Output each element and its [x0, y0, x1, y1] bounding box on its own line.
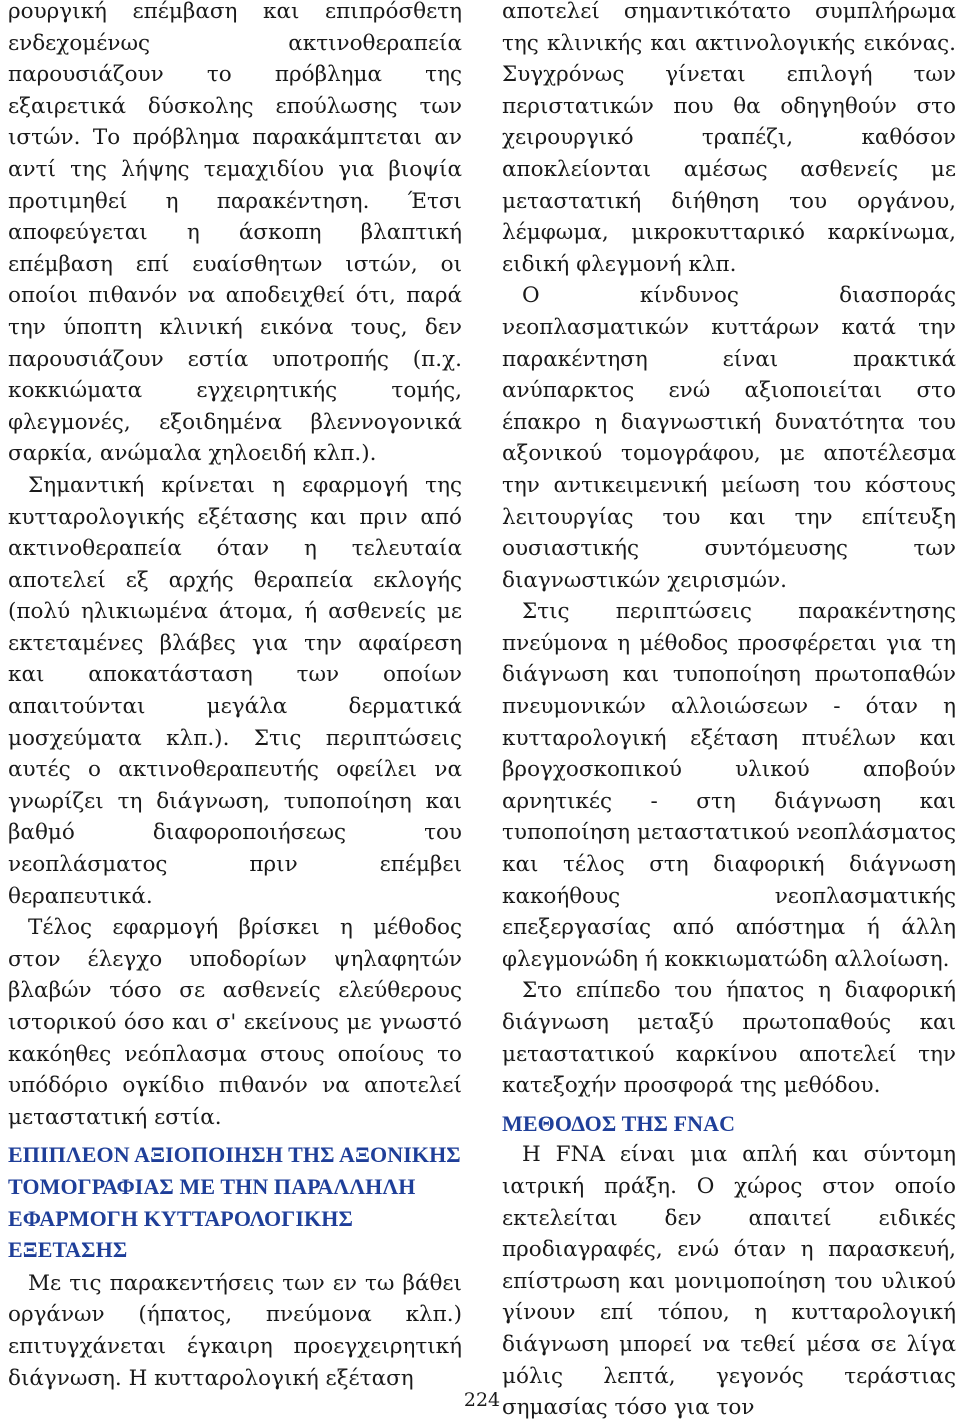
section-heading-fnac: ΜΕΘΟΔΟΣ ΤΗΣ FNAC — [502, 1110, 736, 1136]
left-column — [8, 0, 462, 1394]
right-paragraph-3: Στις περιπτώσεις παρακέντησης πνεύμονα η μέθοδος προσφέρεται για τη διάγνωση και τυποποίηση πρωτοπαθών πνευμονικών αλλοιώσεων - όταν η κυτταρολογική εξέταση πτυέλων και βρογχοσκοπικού υλικού αποβούν αρνητικές - στη διάγνωση και τυποποίηση μεταστατικού νεοπλάσματος και τέλος στη διαφορική διάγνωση κακοήθους νεοπλασματικής επεξεργασίας από απόστημα ή άλλη φλεγμονώδη ή κοκκιωματώδη αλλοίωση. — [502, 599, 956, 972]
right-paragraph-4: Στο επίπεδο του ήπατος η διαφορική διάγνωση μεταξύ πρωτοπαθούς και μεταστατικού καρκίνου αποτελεί την κατεξοχήν προσφορά της μεθόδου. — [502, 978, 956, 1099]
left-paragraph-3: Τέλος εφαρμογή βρίσκει η μέθοδος στον έλεγχο υποδορίων ψηλαφητών βλαβών τόσο σε ασθενείς ελεύθερους ιστορικού όσο και σ' εκείνους με γνωστό κακόηθες νεόπλασμα στους οποίους το υπόδόριο ογκίδιο πιθανόν να αποτελεί μεταστατική εστία. — [8, 915, 462, 1130]
left-paragraph-1: ρουργική επέμβαση και επιπρόσθετη ενδεχομένως ακτινοθεραπεία παρουσιάζουν το πρόβλημα της εξαιρετικά δύσκολης επούλωσης των ιστών. Το πρόβλημα παρακάμπτεται αν αντί της λήψης τεμαχιδίου για βιοψία προτιμηθεί η παρακέντηση. Έτσι αποφεύγεται η άσκοπη βλαπτική επέμβαση επί ευαίσθητων ιστών, οι οποίοι πιθανόν να αποδειχθεί ότι, παρά την ύποπτη κλινική εικόνα τους, δεν παρουσιάζουν εστία υποτροπής (π.χ. κοκκιώματα εγχειρητικής τομής, φλεγμονές, εξοιδημένα βλεννογονικά σαρκία, ανώμαλα χηλοειδή κλπ.). — [8, 0, 462, 467]
page-number: 224 — [463, 1389, 501, 1411]
left-paragraph-4: Με τις παρακεντήσεις των εν τω βάθει οργάνων (ήπατος, πνεύμονα κλπ.) επιτυγχάνεται έγκαιρη προεγχειρητική διάγνωση. Η κυτταρολογική εξέταση — [8, 1270, 462, 1391]
left-paragraph-2: Σημαντική κρίνεται η εφαρμογή της κυτταρολογικής εξέτασης και πριν από ακτινοθεραπεία όταν η τελευταία αποτελεί εξ αρχής θεραπεία εκλογής (πολύ ηλικιωμένα άτομα, ή ασθενείς με εκτεταμένες βλάβες για την αφαίρεση και αποκατάσταση των οποίων απαιτούνται μεγάλα δερματικά μοσχεύματα κλπ.). Στις περιπτώσεις αυτές ο ακτινοθεραπευτής οφείλει να γνωρίζει τη διάγνωση, τυποποίηση και βαθμό διαφοροποιήσεως του νεοπλάσματος πριν επέμβει θεραπευτικά. — [8, 472, 462, 909]
right-paragraph-1: αποτελεί σημαντικότατο συμπλήρωμα της κλινικής και ακτινολογικής εικόνας. Συγχρόνως γίνεται επιλογή των περιστατικών που θα οδηγηθούν στο χειρουργικό τραπέζι, καθόσον αποκλείονται αμέσως ασθενείς με μεταστατική διήθηση του οργάνου, λέμφωμα, μικροκυτταρικό καρκίνωμα, ειδική φλεγμονή κλπ. — [502, 0, 956, 277]
right-paragraph-2: Ο κίνδυνος διασποράς νεοπλασματικών κυττάρων κατά την παρακέντηση είναι πρακτικά ανύπαρκτος ενώ αξιοποιείται στο έπακρο η διαγνωστική δυνατότητα του αξονικού τομογράφου, με αποτέλεσμα την αντικειμενική μείωση του κόστους λειτουργίας του και την επίτευξη ουσιαστικής συντόμευσης των διαγνωστικών χειρισμών. — [502, 283, 956, 593]
right-column — [502, 0, 956, 1424]
right-paragraph-5: Η FNA είναι μια απλή και σύντομη ιατρική πράξη. Ο χώρος στον οποίο εκτελείται δεν απαιτεί ειδικές προδιαγραφές, ενώ όταν η παρασκευή, επίστρωση και μονιμοποίηση του υλικού γίνουν επί τόπου, η κυτταρολογική διάγνωση μπορεί να τεθεί μέσα σε λίγα μόλις λεπτά, γεγονός τεράστιας σημασίας τόσο για τον — [502, 1142, 956, 1421]
section-heading-ct: ΕΠΙΠΛΕΟΝ ΑΞΙΟΠΟΙΗΣΗ ΤΗΣ ΑΞΟΝΙΚΗΣ ΤΟΜΟΓΡΑΦΙΑΣ ΜΕ ΤΗΝ ΠΑΡΑΛΛΗΛΗ ΕΦΑΡΜΟΓΗ ΚΥΤΤΑΡΟΛΟΓΙΚΗΣ ΕΞΕΤΑΣΗΣ — [8, 1142, 461, 1263]
